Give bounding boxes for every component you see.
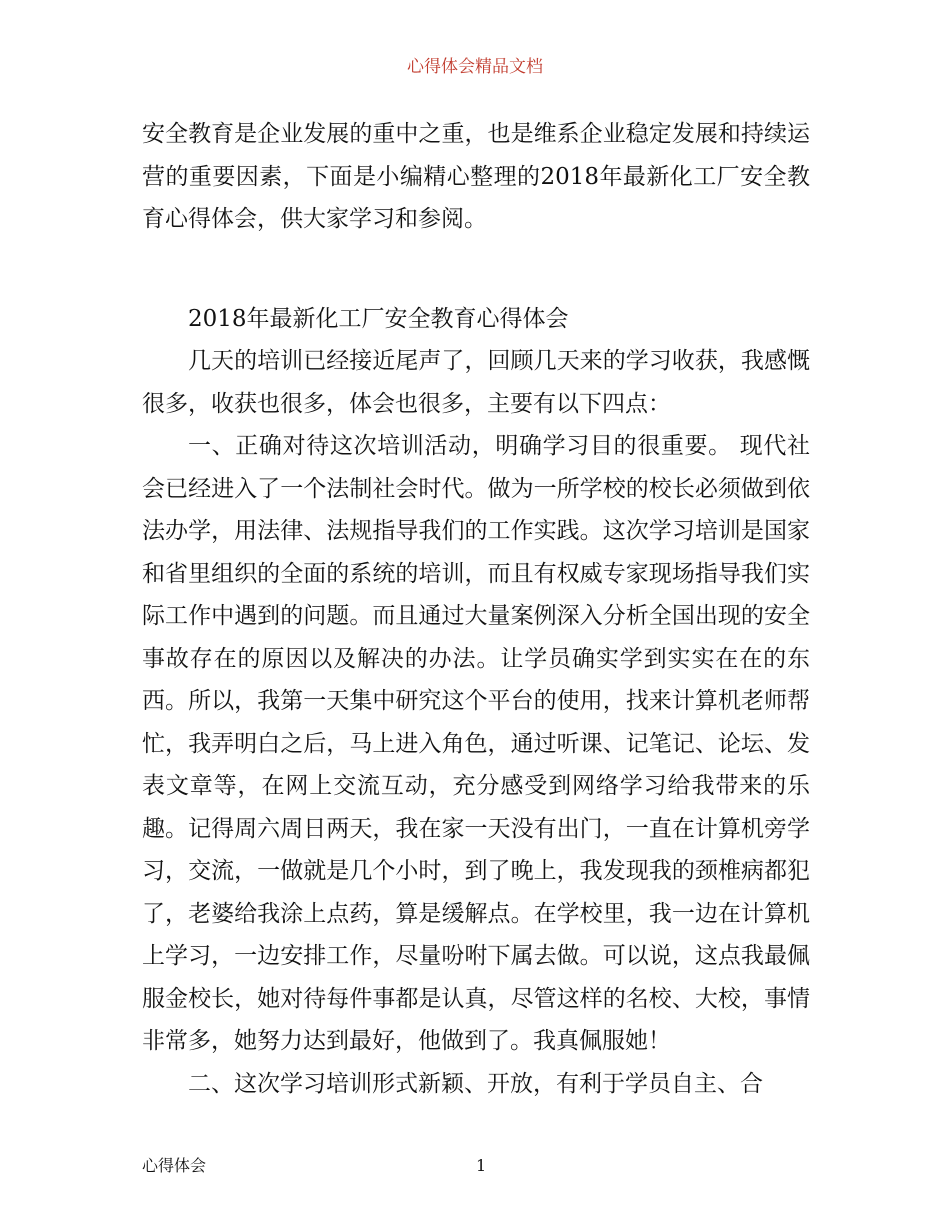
body-paragraph-1: 几天的培训已经接近尾声了，回顾几天来的学习收获，我感慨很多，收获也很多，体会也很多，主要有以下四点： [142,348,810,417]
document-body [142,113,810,1105]
page-number: 1 [476,1156,487,1175]
body-paragraph-3: 二、这次学习培训形式新颖、开放，有利于学员自主、合 [188,1070,763,1097]
article-title: 2018年最新化工厂安全教育心得体会 [188,305,569,332]
page-footer [142,1155,810,1177]
body-paragraph-2: 一、正确对待这次培训活动，明确学习目的很重要。 现代社会已经进入了一个法制社会时代。做为一所学校的校长必须做到依法办学，用法律、法规指导我们的工作实践。这次学习培训是国家和省里组织的全面的系统的培训，而且有权威专家现场指导我们实际工作中遇到的问题。而且通过大量案例深入分析全国出现的安全事故存在的原因以及解决的办法。让学员确实学到实实在在的东西。所以，我第一天集中研究这个平台的使用，找来计算机老师帮忙，我弄明白之后，马上进入角色，通过听课、记笔记、论坛、发表文章等，在网上交流互动，充分感受到网络学习给我带来的乐趣。记得周六周日两天，我在家一天没有出门，一直在计算机旁学习，交流，一做就是几个小时，到了晚上，我发现我的颈椎病都犯了，老婆给我涂上点药，算是缓解点。在学校里，我一边在计算机上学习，一边安排工作，尽量吩咐下属去做。可以说，这点我最佩服金校长，她对待每件事都是认真，尽管这样的名校、大校，事情非常多，她努力达到最好，他做到了。我真佩服她！ [142,433,810,1054]
footer-label: 心得体会 [142,1156,207,1175]
page-header: 心得体会精品文档 [407,57,543,77]
intro-paragraph: 安全教育是企业发展的重中之重，也是维系企业稳定发展和持续运营的重要因素，下面是小编精心整理的2018年最新化工厂安全教育心得体会，供大家学习和参阅。 [142,121,810,232]
